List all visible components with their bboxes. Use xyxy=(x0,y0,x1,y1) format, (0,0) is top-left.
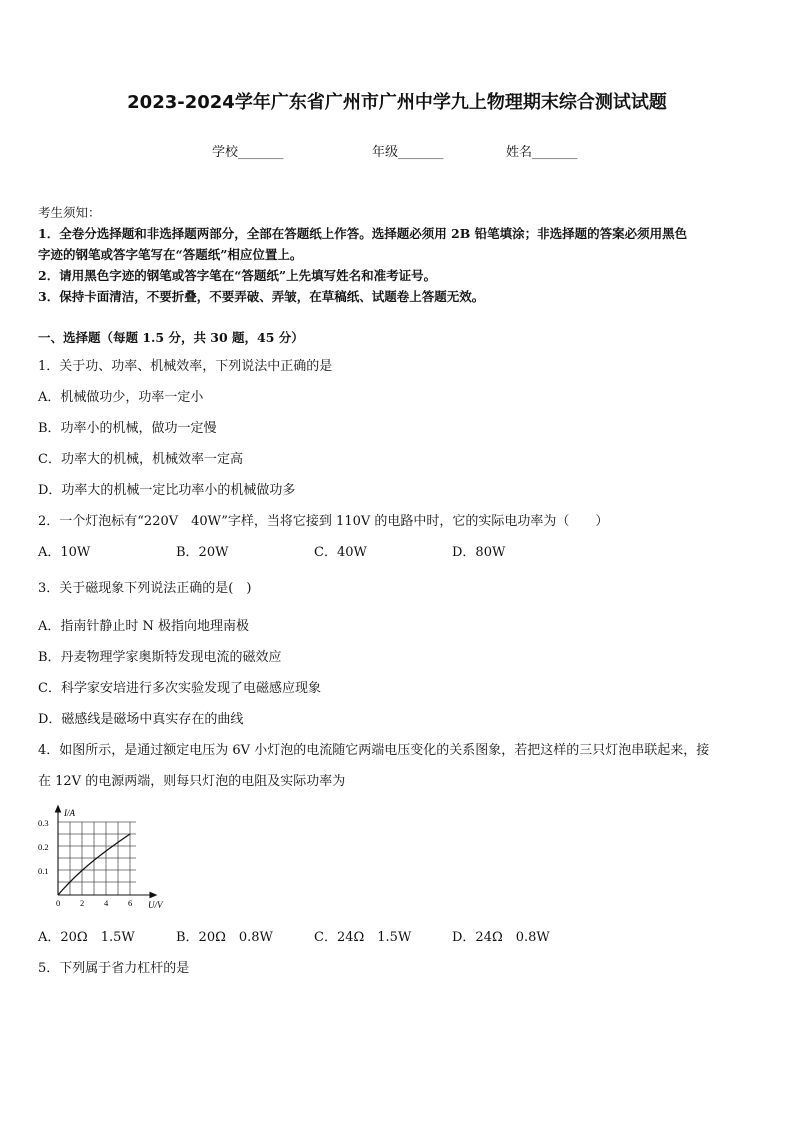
q3-stem: 3．关于磁现象下列说法正确的是( ) xyxy=(38,581,252,596)
q3-option-a[interactable]: A．指南针静止时 N 极指向地理南极 xyxy=(38,619,250,634)
notice-item-2: 2．请用黑色字迹的钢笔或答字笔在“答题纸”上先填写姓名和准考证号。 xyxy=(38,268,437,283)
x-tick-4: 4 xyxy=(104,898,109,908)
grade-field[interactable]: 年级_______ xyxy=(372,145,444,160)
q4-stem-line2: 在 12V 的电源两端，则每只灯泡的电阻及实际功率为 xyxy=(38,774,346,789)
iv-curve-graph xyxy=(36,802,176,910)
q1-stem: 1．关于功、功率、机械效率，下列说法中正确的是 xyxy=(38,359,333,374)
q1-option-a[interactable]: A．机械做功少，功率一定小 xyxy=(38,390,204,405)
x-tick-2: 2 xyxy=(80,898,85,908)
y-tick-02: 0.2 xyxy=(38,842,49,852)
school-field[interactable]: 学校_______ xyxy=(212,145,284,160)
q4-option-a[interactable]: A．20Ω 1.5W xyxy=(38,930,135,945)
notice-item-1-cont: 字迹的钢笔或答字笔写在“答题纸”相应位置上。 xyxy=(38,247,303,262)
notice-heading: 考生须知： xyxy=(38,205,101,220)
q2-option-d[interactable]: D．80W xyxy=(452,545,506,560)
x-tick-0: 0 xyxy=(56,898,61,908)
q4-stem-line1: 4．如图所示，是通过额定电压为 6V 小灯泡的电流随它两端电压变化的关系图象，若把这样的三只灯泡串联起来，接 xyxy=(38,743,710,758)
y-axis-label: I/A xyxy=(64,808,75,818)
q2-option-b[interactable]: B．20W xyxy=(176,545,229,560)
notice-item-3: 3．保持卡面清洁，不要折叠，不要弄破、弄皱，在草稿纸、试题卷上答题无效。 xyxy=(38,289,485,304)
q2-stem: 2．一个灯泡标有“220V 40W”字样，当将它接到 110V 的电路中时，它的实际电功率为（ ） xyxy=(38,514,609,529)
q2-option-a[interactable]: A．10W xyxy=(38,545,91,560)
exam-title: 2023-2024学年广东省广州市广州中学九上物理期末综合测试试题 xyxy=(127,92,667,113)
q1-option-d[interactable]: D．功率大的机械一定比功率小的机械做功多 xyxy=(38,483,296,498)
q3-option-d[interactable]: D．磁感线是磁场中真实存在的曲线 xyxy=(38,712,244,727)
q4-option-c[interactable]: C．24Ω 1.5W xyxy=(314,930,412,945)
q1-option-b[interactable]: B．功率小的机械，做功一定慢 xyxy=(38,421,217,436)
x-tick-6: 6 xyxy=(128,898,133,908)
q2-option-c[interactable]: C．40W xyxy=(314,545,367,560)
y-tick-01: 0.1 xyxy=(38,866,49,876)
q3-option-b[interactable]: B．丹麦物理学家奥斯特发现电流的磁效应 xyxy=(38,650,282,665)
q4-option-b[interactable]: B．20Ω 0.8W xyxy=(176,930,273,945)
q4-option-d[interactable]: D．24Ω 0.8W xyxy=(452,930,550,945)
q3-option-c[interactable]: C．科学家安培进行多次实验发现了电磁感应现象 xyxy=(38,681,321,696)
y-tick-03: 0.3 xyxy=(38,818,49,828)
x-axis-label: U/V xyxy=(148,900,163,910)
q1-option-c[interactable]: C．功率大的机械，机械效率一定高 xyxy=(38,452,243,467)
notice-item-1: 1．全卷分选择题和非选择题两部分，全部在答题纸上作答。选择题必须用 2B 铅笔填涂；非选择题的答案必须用黑色 xyxy=(38,226,688,241)
q5-stem: 5．下列属于省力杠杆的是 xyxy=(38,961,190,976)
section-heading: 一、选择题（每题 1.5 分，共 30 题，45 分） xyxy=(38,330,304,345)
name-field[interactable]: 姓名_______ xyxy=(506,145,578,160)
